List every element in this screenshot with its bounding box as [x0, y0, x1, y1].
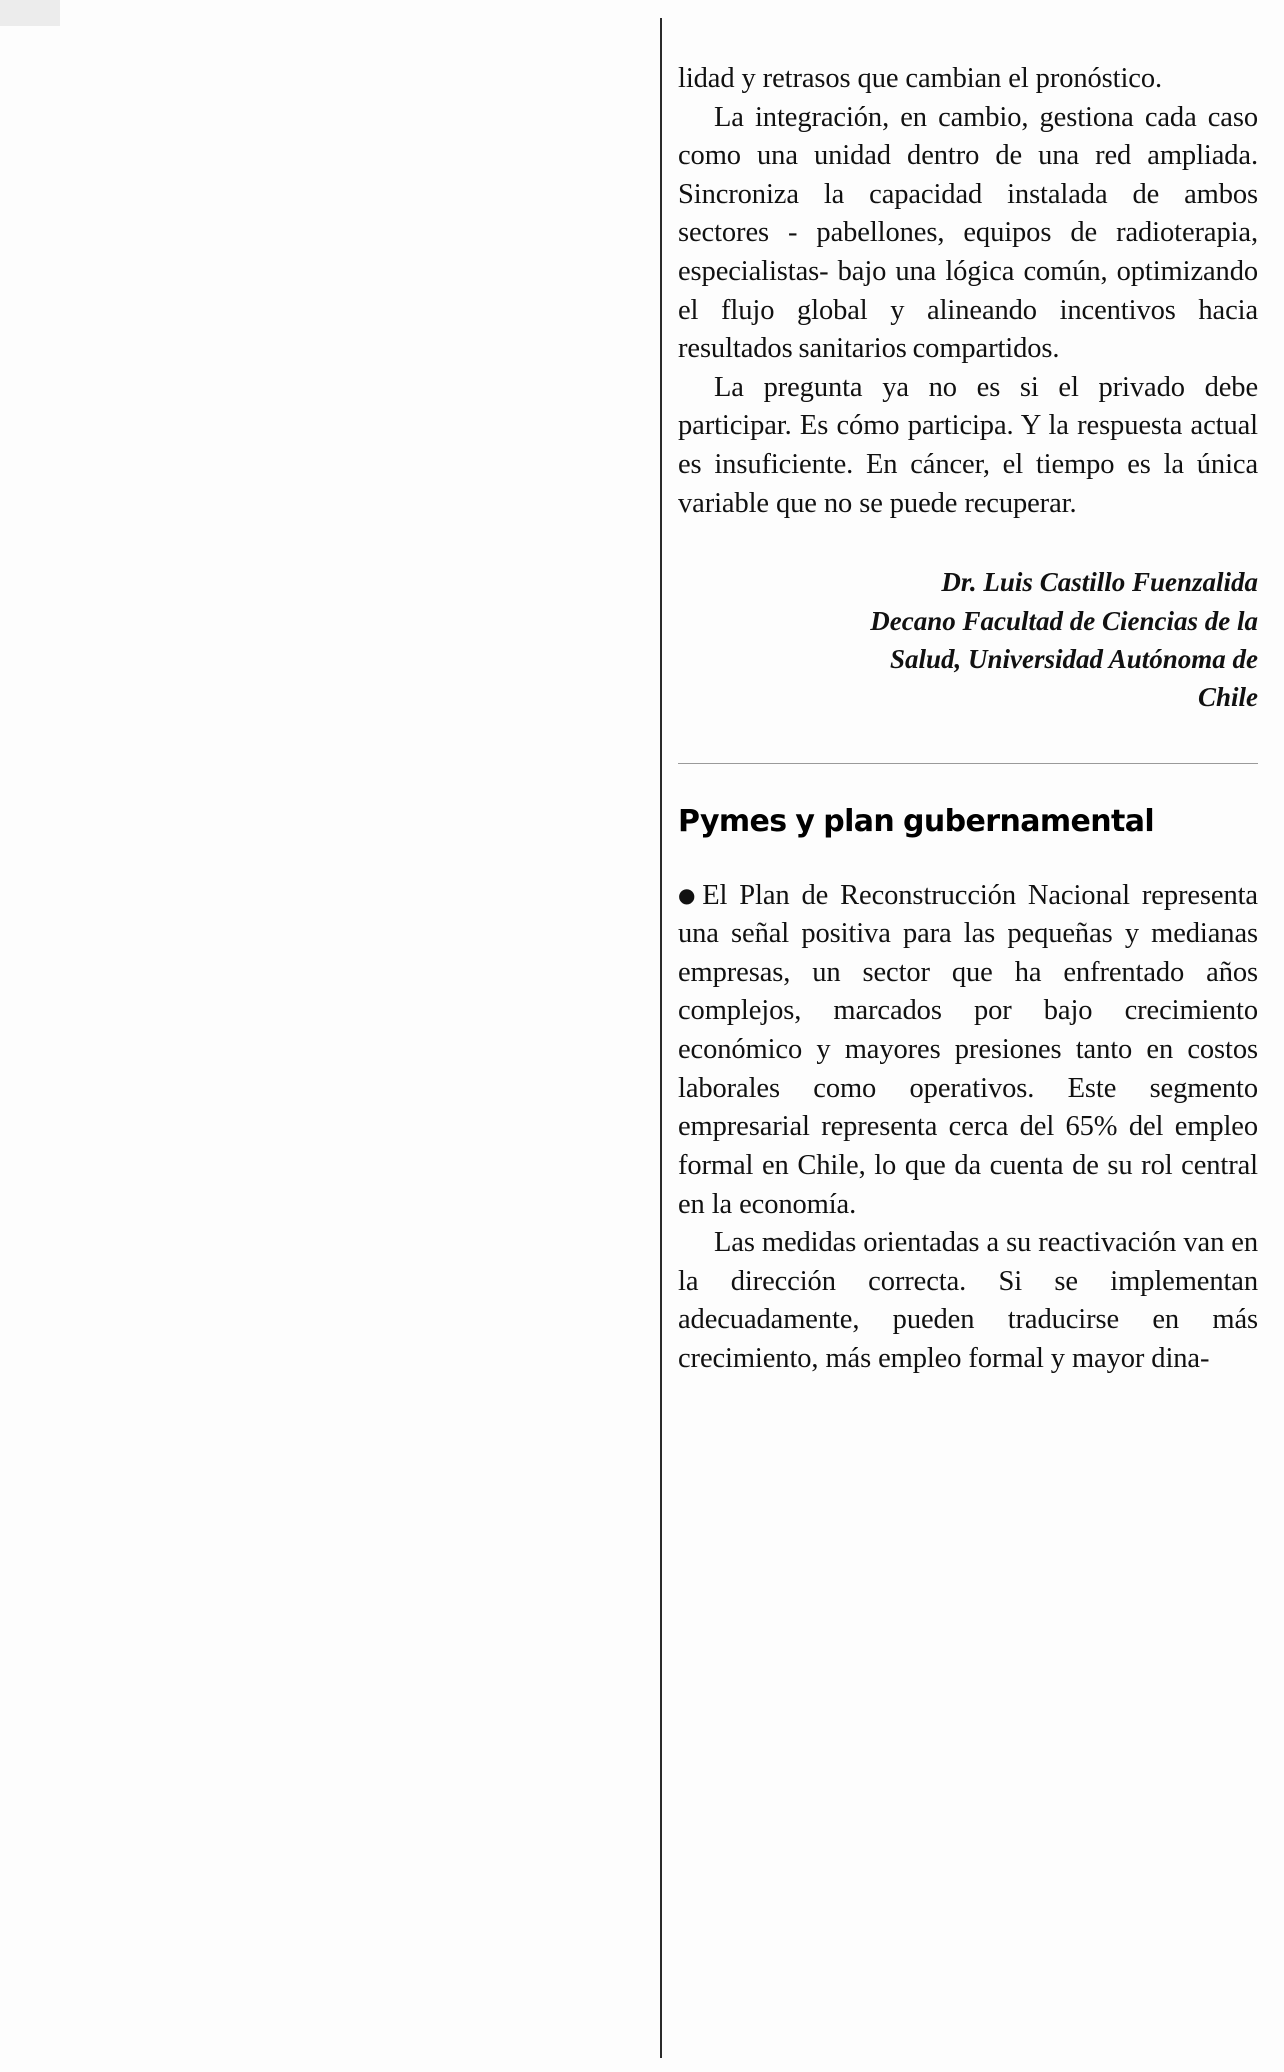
author-title-line-2: Salud, Universidad Autónoma de — [889, 643, 1258, 674]
bullet-icon: ● — [678, 882, 701, 907]
paragraph-letter-1 — [678, 877, 1258, 1224]
paragraph-continuation: lidad y retrasos que cambian el pronóstico. — [678, 63, 1163, 94]
paragraph-letter-2: Las medidas orientadas a su reactivación van en la dirección correcta. Si se implementan adecuadamente, pueden traducirse en más crecimiento, más empleo formal y mayor dina- — [678, 1227, 1258, 1374]
section-heading: Pymes y plan gubernamental — [678, 803, 1155, 839]
article-continuation — [678, 60, 1258, 717]
column-rule-divider — [660, 18, 662, 2058]
scan-edge — [0, 0, 60, 26]
paragraph-integration: La integración, en cambio, gestiona cada caso como una unidad dentro de una red ampliada. Sincroniza la capacidad instalada de ambos sectores - pabellones, equipos de radioterapia, especialistas- bajo una lógica común, optimizando el flujo global y alineando incentivos hacia resultados sanitarios compartidos. — [678, 101, 1258, 365]
paragraph-letter-1-text: El Plan de Reconstrucción Nacional representa una señal positiva para las pequeñas y medianas empresas, un sector que ha enfrentado años complejos, marcados por bajo crecimiento económico y mayores presiones tanto en costos laborales como operativos. Este segmento empresarial representa cerca del 65% del empleo formal en Chile, lo que da cuenta de su rol central en la economía. — [678, 879, 1258, 1220]
author-title-line-3: Chile — [1197, 682, 1258, 713]
author-title-line-1: Decano Facultad de Ciencias de la — [870, 605, 1258, 636]
author-name: Dr. Luis Castillo Fuenzalida — [941, 567, 1258, 598]
author-signature — [678, 563, 1258, 716]
text-column — [678, 60, 1258, 1379]
letter-section — [678, 804, 1258, 1379]
section-divider — [678, 763, 1258, 764]
paragraph-question: La pregunta ya no es si el privado debe participar. Es cómo participa. Y la respuesta actual es insuficiente. En cáncer, el tiempo es la única variable que no se puede recuperar. — [678, 371, 1258, 519]
